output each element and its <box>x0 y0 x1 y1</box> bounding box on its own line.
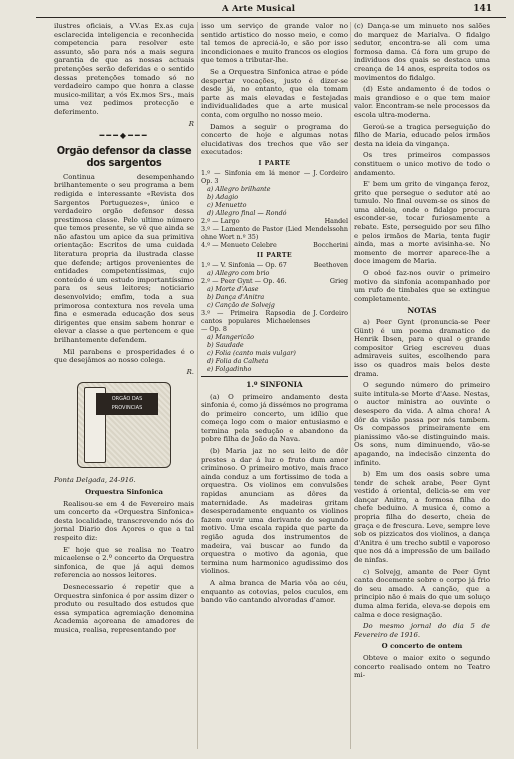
program-item-composer <box>345 301 348 309</box>
article-headline: Orgão defensor da classe dos sargentos <box>56 143 192 169</box>
program-rule <box>201 376 348 377</box>
signature: R. <box>186 367 194 376</box>
program-item <box>201 269 348 277</box>
program-item-title: d) Folia da Calheta <box>207 356 269 365</box>
emblem-illustration <box>77 382 171 468</box>
program-item-title: b) Saudade <box>207 340 244 349</box>
article-paragraph: Geroú-se a tragica perseguição do filho de Maria, educado pelos irmãos desta na ideia da vingança. <box>354 122 490 148</box>
program-item-title: 4.º — Menueto Celebre <box>201 240 277 249</box>
section-title: 1.º SINFONIA <box>246 379 303 389</box>
article-paragraph: Se a Orquestra Sinfonica atrae e póde despertar vocações, justo é dizer-se desde já, no entanto, que ela tomam parte as mais elevadas e festejadas individualidades que a arte musical conta, com orgulho no nosso meio. <box>201 67 348 119</box>
program-item-composer: J. Cordeiro <box>313 168 348 177</box>
program-item <box>201 185 348 193</box>
program-item <box>201 217 348 225</box>
program-item <box>201 261 348 269</box>
program-item-composer <box>345 269 348 277</box>
program-item-composer: Beethoven <box>313 260 348 269</box>
program-item-composer <box>345 349 348 357</box>
program-item-title: e) Folgadinho <box>207 364 252 373</box>
article-paragraph: A alma branca de Maria vôa ao céu, enquanto as cotovias, pelos cuculos, em bando vão cantando alvoradas d'amor. <box>201 578 348 605</box>
article-paragraph: a) Peer Gynt (pronuncia-se Peer Günt) é um poema dramatico de Henrik Ibsen, para o qual o grande compositor Grieg escreveu duas admiraveis suites, escolhendo para isso os quadros mais belos deste drama. <box>354 318 490 378</box>
program-item <box>201 333 348 341</box>
program-item-title: 3.º — Primeira Rapsodia de cantos populares Michaelenses — Op. 8 <box>201 308 311 333</box>
program-item-title: 2.º — Largo <box>201 216 240 225</box>
article-paragraph: Mil parabens e prosperidades é o que desejâmos ao nosso colega. <box>54 347 194 365</box>
concert-program <box>201 160 348 377</box>
emblem-banner: ORGÃO DAS PROVINCIAS <box>96 393 158 414</box>
program-item <box>201 169 348 185</box>
program-item <box>201 201 348 209</box>
article-paragraph: (a) O primeiro andamento desta sinfonia é, como já dissémos no programa do primeiro concerto, um idílio que começa logo com o maior entusiasmo e termina pela sedução e abandono da pobre filha de João da Nava. <box>201 392 348 444</box>
article-paragraph: b) Em um dos oasis sobre uma tendr de schek arabe, Peer Gynt vestido á oriental, delicia-se em ver dançar Anitra, a formosa filha do chefe beduino. A musica é, como a propria filha do deserto, cheia de graça e de frescura. Leve, sempre leve sob os pizzicatos dos violinos, a dança d'Anitra é um trecho subtil e vaporoso que nos dá a impressão de um bailado de ninfas. <box>354 470 490 565</box>
program-item-title: a) Allegro com brio <box>207 268 270 277</box>
program-item <box>201 193 348 201</box>
program-item <box>201 241 348 249</box>
article-paragraph: (b) Maria jaz no seu leito de dôr prestes a dar á luz o fruto dum amor criminoso. O primeiro motivo, mais fraco ainda conduz a um fortissimo de toda a orquestra. Os violinos em convulsões rapidas anunciam as dôres da maternidade. As madeiras gritam desesperadamente enquanto os violinos fazem ouvir uma derivante do segundo motivo. Uma escala rapida que parte da região aguda dos instrumentos de madeira, vai buscar ao fundo da orquestra o motivo da agonia, que termina num harmonico agudissimo dos violinos. <box>201 447 348 576</box>
article-paragraph: c) Solvejg, amante de Peer Gynt canta docemente sobre o corpo já frio do seu amado. A canção, que a principio não é mais do que um soluço duma alma ferida, eleva-se depois em calma e doce resignação. <box>354 567 490 619</box>
page-header <box>0 0 514 22</box>
journal-title: A Arte Musical <box>222 4 296 14</box>
article-paragraph: (d) Este andamento é de todos o mais grandioso e o que tem maior valor. Encontram-se nele processos da escola ultra-moderna. <box>354 85 490 119</box>
section-subtitle: O concerto de ontem <box>381 642 463 651</box>
article-paragraph: Os tres primeiros compassos constituem o unico motivo de todo o andamento. <box>354 151 490 177</box>
program-item-title: c) Canção de Solvejg <box>207 300 275 309</box>
program-item-title: a) Mangericão <box>207 332 255 341</box>
program-item-composer <box>345 209 348 217</box>
program-item-title: 1.º — Sinfonia em lá menor — Op. 3 <box>201 168 311 185</box>
article-paragraph: Do mesmo jornal do dia 5 de Fevereiro de 1916. <box>354 622 490 639</box>
program-item <box>201 357 348 365</box>
program-item <box>201 225 348 241</box>
article-paragraph: E' hoje que se realisa no Teatro micaelense o 2.º concerto da Orquestra sinfonica, de que já aqui demos referencia ao nossos leitores. <box>54 545 194 580</box>
article-paragraph: O oboé faz-nos ouvir o primeiro motivo da sinfonia acompanhado por um rufo de timbales que se extingue completamente. <box>354 269 490 303</box>
article-paragraph: E' bem um grito de vingança feroz, grito que persegue o sedutor até ao tumulo. No final ouvem-se os sinos de uma aldeia, onde o fidalgo procura esconder-se, tocar furiosamente a rebate. Este, perseguido por seu filho e pelos irmãos de Maria, tenta fugir ainda, mas a morte avisinha-se. No momento de morrer aparece-lhe a doce imagem de Maria. <box>354 180 490 266</box>
program-item <box>201 277 348 285</box>
program-item-title: c) Menuetto <box>207 200 247 209</box>
page-number: 141 <box>473 4 492 14</box>
program-item <box>201 209 348 217</box>
program-list <box>201 261 348 373</box>
dateline: Ponta Delgada, 24-916. <box>54 476 136 485</box>
program-item-title: b) Dança d'Anitra <box>207 292 265 301</box>
program-list <box>201 169 348 249</box>
program-item-composer <box>345 193 348 201</box>
program-item <box>201 341 348 349</box>
program-item <box>201 285 348 293</box>
program-item-composer: Boccherini <box>313 240 348 249</box>
article-paragraph: Continua desempenhando brilhantemente o seu programa a bem redigida e interessante «Revista dos Sargentos Portuguezes», único e verdadeiro orgão defensor dessa prestimosa classe. Pelo ultimo número que temos presente, se vê que ainda se não afastou um apice da sua primitiva orientação: Escritos de uma cuidada literatura propria da ilustrada classe que defende; artigos provenientes de entidades competentíssimas, cujo conteúdo é um estudo importantíssimo para os seus leitores; noticiario desenvolvido; emfim, toda a sua primorosa contextura nos revela uma fina e esmerada educação dos seus dirigentes que ensim sabem honrar e elevar a classe a que pertencem e que brilhantemente defendem. <box>54 172 194 344</box>
program-item <box>201 365 348 373</box>
column-middle <box>201 22 348 608</box>
notes-heading: NOTAS <box>407 306 437 316</box>
program-item-title: 2.º — Peer Gynt — Op. 46. <box>201 276 287 285</box>
program-part-title: I PARTE <box>258 159 291 167</box>
program-item-title: a) Morte d'Aase <box>207 284 259 293</box>
program-item-composer <box>345 341 348 349</box>
section-subtitle: Orquestra Sinfonica <box>85 487 163 496</box>
program-item-composer <box>345 185 348 193</box>
program-part-title: II PARTE <box>256 251 293 259</box>
program-item <box>201 301 348 309</box>
program-item-composer: Grieg <box>329 276 348 285</box>
column-left <box>54 22 194 637</box>
article-paragraph: Desnecessario é repetir que a Orquestra sinfonica é por assim dizer o produto ou resultado dos estudos que essa sympatica agremiação denomina Academia açoreana de amadores de musica, realisa, representando por <box>54 582 194 634</box>
program-item-title: d) Allegro final — Rondó <box>207 208 287 217</box>
program-item-composer: Mendelssohn <box>305 224 348 233</box>
program-item-title: b) Adagio <box>207 192 239 201</box>
article-paragraph: Damos a seguir o programa do concerto de hoje e algumas notas elucidativas dos trechos que vão ser executados: <box>201 122 348 157</box>
article-paragraph: (c) Dança-se um minueto nos salões do marquez de Marialva. O fidalgo sedutor, encontra-se ali com uma formosa dama. Cá fora um grupo de individuos dos quais se destaca uma creança de 14 anos, espreita todos os movimentos do fidalgo. <box>354 22 490 82</box>
program-item <box>201 349 348 357</box>
header-rule <box>36 17 506 18</box>
program-item-composer <box>345 333 348 341</box>
program-item-title: c) Folia (canto mais vulgar) <box>207 348 296 357</box>
intro-paragraph: ilustres oficiais, a VV.as Ex.as cuja esclarecida inteligencia e reconhecida competencia para resolver este assunto, são para nós a mais segura garantia de que as nossas actuais pretenções serão deferidas e o sentido dessas pretenções tomado só no verdadeiro campo que honra a classe musico-militar, a vós Ex.mos Srs., mais uma vez pedimos protecção e deferimento. <box>54 22 194 116</box>
program-item-title: 3.º — Lamento de Pastor (Lied ohne Wort n.º 35) <box>201 224 302 241</box>
article-paragraph: Obteve o maior exito o segundo concerto realisado ontem no Teatro mi- <box>354 653 490 680</box>
column-right <box>354 22 490 683</box>
program-item-composer <box>345 293 348 301</box>
article-paragraph: Realisou-se em 4 de Fevereiro mais um concerto da «Orquestra Sinfonica» desta localidade, transcrevendo nós do jornal Diario dos Açores o que a tal respeito diz: <box>54 499 194 542</box>
program-item-composer: Handel <box>324 216 348 225</box>
article-paragraph: O segundo número do primeiro suite intitula-se Morte d'Aase. Nestas, o auctor ministra ao ouvinte o desespero da vida. A alma chora! A dôr da visão passa por nós tambem. Os compassos primeiramente em pianissimo vão-se distinguindo mais. Os sons, num diminuendo, vão-se apagando, na indecisão cinzenta do infinito. <box>354 381 490 467</box>
program-item-title: 1.º — V. Sinfonia — Op. 67 <box>201 260 287 269</box>
program-item-title: a) Allegro brilhante <box>207 184 271 193</box>
program-item-composer <box>345 201 348 209</box>
ornament-divider: ━━━◆━━━ <box>99 131 149 141</box>
program-item-composer: J. Cordeiro <box>313 308 348 317</box>
article-paragraph: isso um serviço de grande valor no sentido artistico do nosso meio, e como tal temos de apreciá-lo, e são por isso incondicionaes e muito francos os elogios que temos a tributar-lhe. <box>201 22 348 65</box>
program-item-composer <box>345 285 348 293</box>
program-item-composer <box>345 357 348 365</box>
column-divider <box>197 22 198 749</box>
signature: R <box>188 119 194 128</box>
program-item <box>201 293 348 301</box>
program-item-composer <box>345 365 348 373</box>
column-divider <box>350 22 351 749</box>
program-item <box>201 309 348 333</box>
